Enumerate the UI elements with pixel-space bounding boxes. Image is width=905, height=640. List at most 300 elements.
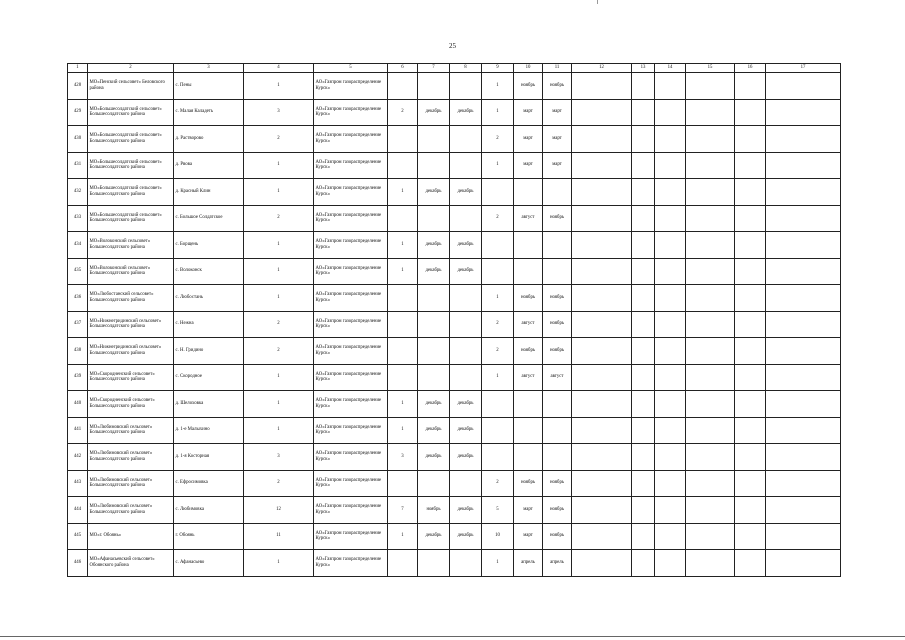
table-cell: [686, 417, 735, 444]
table-cell: 1: [388, 391, 418, 418]
table-cell: 1: [482, 73, 514, 100]
table-cell: [655, 73, 686, 100]
table-row: [68, 126, 841, 153]
table-cell: [418, 73, 450, 100]
table-cell: 435: [68, 258, 88, 285]
table-row: [68, 364, 841, 391]
table-cell: [450, 152, 482, 179]
table-cell: [655, 523, 686, 550]
table-cell: [655, 470, 686, 497]
table-cell: [735, 285, 766, 312]
table-cell: [572, 99, 632, 126]
table-cell: [543, 179, 572, 206]
table-cell: МО«Нижнегридинский сельсовет» Большесолдатского района: [88, 338, 174, 365]
table-cell: АО«Газпром газораспределение Курск»: [314, 391, 388, 418]
table-cell: 429: [68, 99, 88, 126]
table-cell: [735, 523, 766, 550]
table-cell: [686, 179, 735, 206]
table-row: [68, 285, 841, 312]
table-cell: 1: [244, 258, 314, 285]
table-cell: 1: [244, 364, 314, 391]
table-cell: [388, 152, 418, 179]
table-cell: [766, 338, 841, 365]
table-cell: 1: [388, 417, 418, 444]
table-cell: [572, 497, 632, 524]
page-edge-tick: [597, 0, 598, 4]
table-cell: МО«Большесолдатский сельсовет» Большесолдатского района: [88, 205, 174, 232]
table-cell: [686, 338, 735, 365]
table-cell: декабрь: [418, 391, 450, 418]
table-cell: 432: [68, 179, 88, 206]
table-cell: [655, 152, 686, 179]
table-cell: [735, 497, 766, 524]
column-number-14: 14: [655, 64, 686, 73]
table-cell: [418, 364, 450, 391]
table-cell: АО«Газпром газораспределение Курск»: [314, 285, 388, 312]
table-cell: 10: [482, 523, 514, 550]
table-cell: МО«Любимовский сельсовет» Большесолдатского района: [88, 444, 174, 471]
table-cell: [686, 205, 735, 232]
table-cell: [766, 152, 841, 179]
table-cell: 1: [482, 364, 514, 391]
table-cell: 2: [388, 99, 418, 126]
table-cell: [482, 232, 514, 259]
table-cell: 433: [68, 205, 88, 232]
table-cell: [735, 364, 766, 391]
table-cell: МО«Любимовский сельсовет» Большесолдатского района: [88, 417, 174, 444]
table-cell: [572, 444, 632, 471]
table-cell: декабрь: [450, 417, 482, 444]
table-cell: 439: [68, 364, 88, 391]
table-cell: [735, 179, 766, 206]
table-row: [68, 497, 841, 524]
table-cell: [543, 232, 572, 259]
column-number-8: 8: [450, 64, 482, 73]
table-cell: [632, 232, 655, 259]
table-cell: д. Шелоховка: [174, 391, 244, 418]
table-cell: [482, 444, 514, 471]
table-cell: 440: [68, 391, 88, 418]
table-cell: [655, 285, 686, 312]
table-cell: [655, 179, 686, 206]
table-cell: [655, 550, 686, 577]
table-cell: [655, 126, 686, 153]
table-cell: 438: [68, 338, 88, 365]
table-cell: АО«Газпром газораспределение Курск»: [314, 444, 388, 471]
table-cell: март: [514, 99, 543, 126]
table-cell: 1: [388, 523, 418, 550]
column-number-4: 4: [244, 64, 314, 73]
table-cell: 1: [244, 73, 314, 100]
table-cell: АО«Газпром газораспределение Курск»: [314, 311, 388, 338]
table-cell: д. 1-е Малыхино: [174, 417, 244, 444]
table-cell: [632, 73, 655, 100]
table-cell: [450, 285, 482, 312]
table-cell: 1: [482, 152, 514, 179]
table-cell: [632, 205, 655, 232]
table-cell: декабрь: [450, 497, 482, 524]
table-cell: с. Нежна: [174, 311, 244, 338]
table-cell: ноябрь: [543, 311, 572, 338]
table-cell: с. Любостань: [174, 285, 244, 312]
table-cell: 12: [244, 497, 314, 524]
table-cell: 5: [482, 497, 514, 524]
table-cell: август: [514, 364, 543, 391]
table-cell: [766, 417, 841, 444]
table-cell: 1: [388, 232, 418, 259]
table-cell: ноябрь: [543, 523, 572, 550]
table-cell: декабрь: [418, 444, 450, 471]
table-cell: [572, 391, 632, 418]
column-number-16: 16: [735, 64, 766, 73]
table-cell: МО«Любостанский сельсовет» Большесолдатского района: [88, 285, 174, 312]
table-cell: [482, 179, 514, 206]
table-body: [68, 73, 841, 577]
table-cell: 437: [68, 311, 88, 338]
table-row: [68, 417, 841, 444]
table-cell: 2: [482, 205, 514, 232]
table-cell: [543, 417, 572, 444]
table-cell: [735, 99, 766, 126]
table-cell: [686, 126, 735, 153]
table-cell: МО«Скородненский сельсовет» Большесолдатского района: [88, 364, 174, 391]
table-cell: [418, 152, 450, 179]
table-cell: [655, 338, 686, 365]
column-number-13: 13: [632, 64, 655, 73]
table-cell: 434: [68, 232, 88, 259]
table-cell: [766, 470, 841, 497]
table-row: [68, 99, 841, 126]
table-cell: ноябрь: [514, 338, 543, 365]
table-cell: АО«Газпром газораспределение Курск»: [314, 338, 388, 365]
table-cell: МО«Афанасьевский сельсовет» Обоянского района: [88, 550, 174, 577]
table-cell: [572, 417, 632, 444]
table-cell: АО«Газпром газораспределение Курск»: [314, 470, 388, 497]
column-number-12: 12: [572, 64, 632, 73]
table-cell: [632, 470, 655, 497]
table-cell: [632, 258, 655, 285]
table-cell: [686, 497, 735, 524]
table-cell: [450, 550, 482, 577]
table-cell: [572, 258, 632, 285]
table-row: [68, 258, 841, 285]
table-cell: март: [514, 523, 543, 550]
table-cell: 442: [68, 444, 88, 471]
table-cell: 2: [482, 126, 514, 153]
table-cell: [735, 338, 766, 365]
table-cell: 1: [244, 550, 314, 577]
table-cell: [450, 73, 482, 100]
table-cell: 3: [244, 99, 314, 126]
table-cell: [686, 523, 735, 550]
column-number-5: 5: [314, 64, 388, 73]
table-cell: д. Рвова: [174, 152, 244, 179]
table-row: [68, 391, 841, 418]
table-cell: [632, 126, 655, 153]
table-cell: 445: [68, 523, 88, 550]
table-cell: АО«Газпром газораспределение Курск»: [314, 152, 388, 179]
table-cell: ноябрь: [543, 73, 572, 100]
table-cell: [766, 179, 841, 206]
table-cell: [735, 126, 766, 153]
table-cell: [514, 179, 543, 206]
table-cell: [632, 311, 655, 338]
table-cell: [388, 470, 418, 497]
table-cell: [655, 364, 686, 391]
table-cell: ноябрь: [543, 470, 572, 497]
table-cell: ноябрь: [514, 285, 543, 312]
gasification-schedule-table: [67, 63, 841, 577]
table-cell: [766, 311, 841, 338]
table-cell: 3: [388, 444, 418, 471]
table-cell: МО«Нижнегридинский сельсовет» Большесолдатского района: [88, 311, 174, 338]
table-cell: [572, 364, 632, 391]
table-row: [68, 179, 841, 206]
table-cell: с. Малая Каладеть: [174, 99, 244, 126]
table-cell: МО«Большесолдатский сельсовет» Большесолдатского района: [88, 152, 174, 179]
table-cell: [735, 391, 766, 418]
table-cell: [655, 205, 686, 232]
table-cell: [655, 258, 686, 285]
table-cell: 1: [388, 258, 418, 285]
table-cell: 1: [482, 550, 514, 577]
table-cell: [632, 338, 655, 365]
table-cell: с. Н. Гридино: [174, 338, 244, 365]
table-cell: [766, 523, 841, 550]
table-cell: [655, 232, 686, 259]
table-cell: [632, 364, 655, 391]
table-cell: [514, 258, 543, 285]
column-number-3: 3: [174, 64, 244, 73]
table-cell: [766, 550, 841, 577]
table-cell: [572, 285, 632, 312]
table-cell: [735, 444, 766, 471]
table-cell: [735, 311, 766, 338]
table-cell: ноябрь: [543, 338, 572, 365]
table-cell: [735, 550, 766, 577]
table-cell: [686, 391, 735, 418]
column-number-2: 2: [88, 64, 174, 73]
table-cell: декабрь: [450, 232, 482, 259]
table-cell: [686, 470, 735, 497]
table-cell: апрель: [514, 550, 543, 577]
column-number-11: 11: [543, 64, 572, 73]
table-cell: [514, 232, 543, 259]
table-cell: [418, 338, 450, 365]
table-cell: [388, 311, 418, 338]
table-cell: [388, 338, 418, 365]
table-cell: 446: [68, 550, 88, 577]
table-cell: ноябрь: [418, 497, 450, 524]
table-cell: [632, 99, 655, 126]
table-cell: [632, 152, 655, 179]
table-cell: ноябрь: [514, 470, 543, 497]
table-cell: декабрь: [418, 99, 450, 126]
table-cell: [766, 99, 841, 126]
table-cell: [735, 417, 766, 444]
table-cell: 443: [68, 470, 88, 497]
table-cell: март: [543, 152, 572, 179]
table-cell: декабрь: [450, 258, 482, 285]
table-cell: д. Красный Клин: [174, 179, 244, 206]
table-cell: 1: [482, 285, 514, 312]
table-cell: [766, 258, 841, 285]
table-cell: АО«Газпром газораспределение Курск»: [314, 523, 388, 550]
table-cell: [543, 258, 572, 285]
table-cell: [388, 550, 418, 577]
table-cell: [766, 232, 841, 259]
table-cell: [388, 364, 418, 391]
table-cell: [766, 391, 841, 418]
table-cell: [735, 258, 766, 285]
table-cell: [632, 523, 655, 550]
table-row: [68, 73, 841, 100]
table-cell: [418, 205, 450, 232]
table-cell: [632, 444, 655, 471]
table-cell: МО«Любимовский сельсовет» Большесолдатского района: [88, 497, 174, 524]
table-cell: [388, 285, 418, 312]
table-cell: д. 1-я Косторная: [174, 444, 244, 471]
table-cell: декабрь: [418, 523, 450, 550]
table-cell: [572, 311, 632, 338]
page-edge-line: [0, 636, 905, 637]
table-cell: [686, 311, 735, 338]
table-cell: [450, 126, 482, 153]
table-cell: [766, 205, 841, 232]
table-cell: с. Большое Солдатское: [174, 205, 244, 232]
table-cell: [572, 126, 632, 153]
table-cell: МО«Волоконский сельсовет» Большесолдатского района: [88, 258, 174, 285]
table-cell: [686, 232, 735, 259]
table-cell: [655, 391, 686, 418]
table-cell: с. Борщень: [174, 232, 244, 259]
table-cell: 2: [482, 338, 514, 365]
table-cell: 436: [68, 285, 88, 312]
table-cell: [686, 99, 735, 126]
table-cell: [735, 205, 766, 232]
table-cell: [572, 523, 632, 550]
table-cell: 7: [388, 497, 418, 524]
table-cell: декабрь: [450, 523, 482, 550]
table-cell: МО«Пенский сельсовет» Беловского района: [88, 73, 174, 100]
table-cell: март: [514, 126, 543, 153]
table-cell: август: [514, 311, 543, 338]
table-cell: 2: [244, 470, 314, 497]
table-cell: [632, 417, 655, 444]
table-cell: март: [543, 126, 572, 153]
table-cell: [388, 73, 418, 100]
table-cell: [482, 258, 514, 285]
column-number-7: 7: [418, 64, 450, 73]
table-cell: [655, 444, 686, 471]
table-cell: МО«г. Обоянь»: [88, 523, 174, 550]
table-cell: МО«Большесолдатский сельсовет» Большесолдатского района: [88, 126, 174, 153]
table-cell: АО«Газпром газораспределение Курск»: [314, 205, 388, 232]
table-cell: с. Пены: [174, 73, 244, 100]
table-cell: 1: [482, 99, 514, 126]
table-row: [68, 152, 841, 179]
column-number-10: 10: [514, 64, 543, 73]
table-cell: [686, 258, 735, 285]
table-cell: АО«Газпром газораспределение Курск»: [314, 417, 388, 444]
table-cell: ноябрь: [543, 205, 572, 232]
table-cell: 1: [244, 391, 314, 418]
table-cell: 1: [244, 417, 314, 444]
table-row: [68, 311, 841, 338]
table-cell: 2: [244, 311, 314, 338]
table-cell: [572, 205, 632, 232]
table-cell: [572, 470, 632, 497]
table-row: [68, 232, 841, 259]
table-cell: 2: [482, 470, 514, 497]
table-cell: АО«Газпром газораспределение Курск»: [314, 179, 388, 206]
table-cell: 444: [68, 497, 88, 524]
table-cell: АО«Газпром газораспределение Курск»: [314, 126, 388, 153]
table-cell: март: [514, 497, 543, 524]
table-cell: 1: [244, 232, 314, 259]
table-cell: 2: [244, 338, 314, 365]
table-cell: апрель: [543, 550, 572, 577]
table-cell: [572, 179, 632, 206]
table-row: [68, 444, 841, 471]
table-cell: [418, 550, 450, 577]
table-cell: [572, 73, 632, 100]
table-cell: [632, 285, 655, 312]
table-cell: март: [514, 152, 543, 179]
table-cell: декабрь: [450, 179, 482, 206]
table-row: [68, 550, 841, 577]
table-cell: г. Обоянь: [174, 523, 244, 550]
table-cell: 1: [244, 285, 314, 312]
table-cell: 430: [68, 126, 88, 153]
table-cell: декабрь: [418, 232, 450, 259]
table-cell: [766, 285, 841, 312]
table-cell: 441: [68, 417, 88, 444]
table-cell: МО«Любимовский сельсовет» Большесолдатского района: [88, 470, 174, 497]
table-cell: 1: [244, 179, 314, 206]
table-cell: [514, 417, 543, 444]
table-cell: АО«Газпром газораспределение Курск»: [314, 258, 388, 285]
table-cell: [450, 338, 482, 365]
table-cell: [450, 205, 482, 232]
table-cell: [686, 152, 735, 179]
table-cell: ноябрь: [543, 497, 572, 524]
table-cell: с. Любимовка: [174, 497, 244, 524]
table-cell: [450, 311, 482, 338]
table-cell: [418, 470, 450, 497]
table-cell: [735, 232, 766, 259]
table-cell: [766, 364, 841, 391]
table-cell: МО«Большесолдатский сельсовет» Большесолдатского района: [88, 179, 174, 206]
table-cell: [735, 73, 766, 100]
table-cell: [388, 126, 418, 153]
table-cell: 1: [388, 179, 418, 206]
table-cell: с. Афанасьево: [174, 550, 244, 577]
table-cell: [655, 311, 686, 338]
table-row: [68, 338, 841, 365]
table-cell: [655, 99, 686, 126]
column-number-15: 15: [686, 64, 735, 73]
table-cell: [514, 391, 543, 418]
table-cell: [632, 550, 655, 577]
table-cell: декабрь: [418, 417, 450, 444]
table-cell: [514, 444, 543, 471]
table-cell: [418, 311, 450, 338]
column-number-1: 1: [68, 64, 88, 73]
column-number-9: 9: [482, 64, 514, 73]
table-cell: АО«Газпром газораспределение Курск»: [314, 232, 388, 259]
table-cell: [572, 338, 632, 365]
